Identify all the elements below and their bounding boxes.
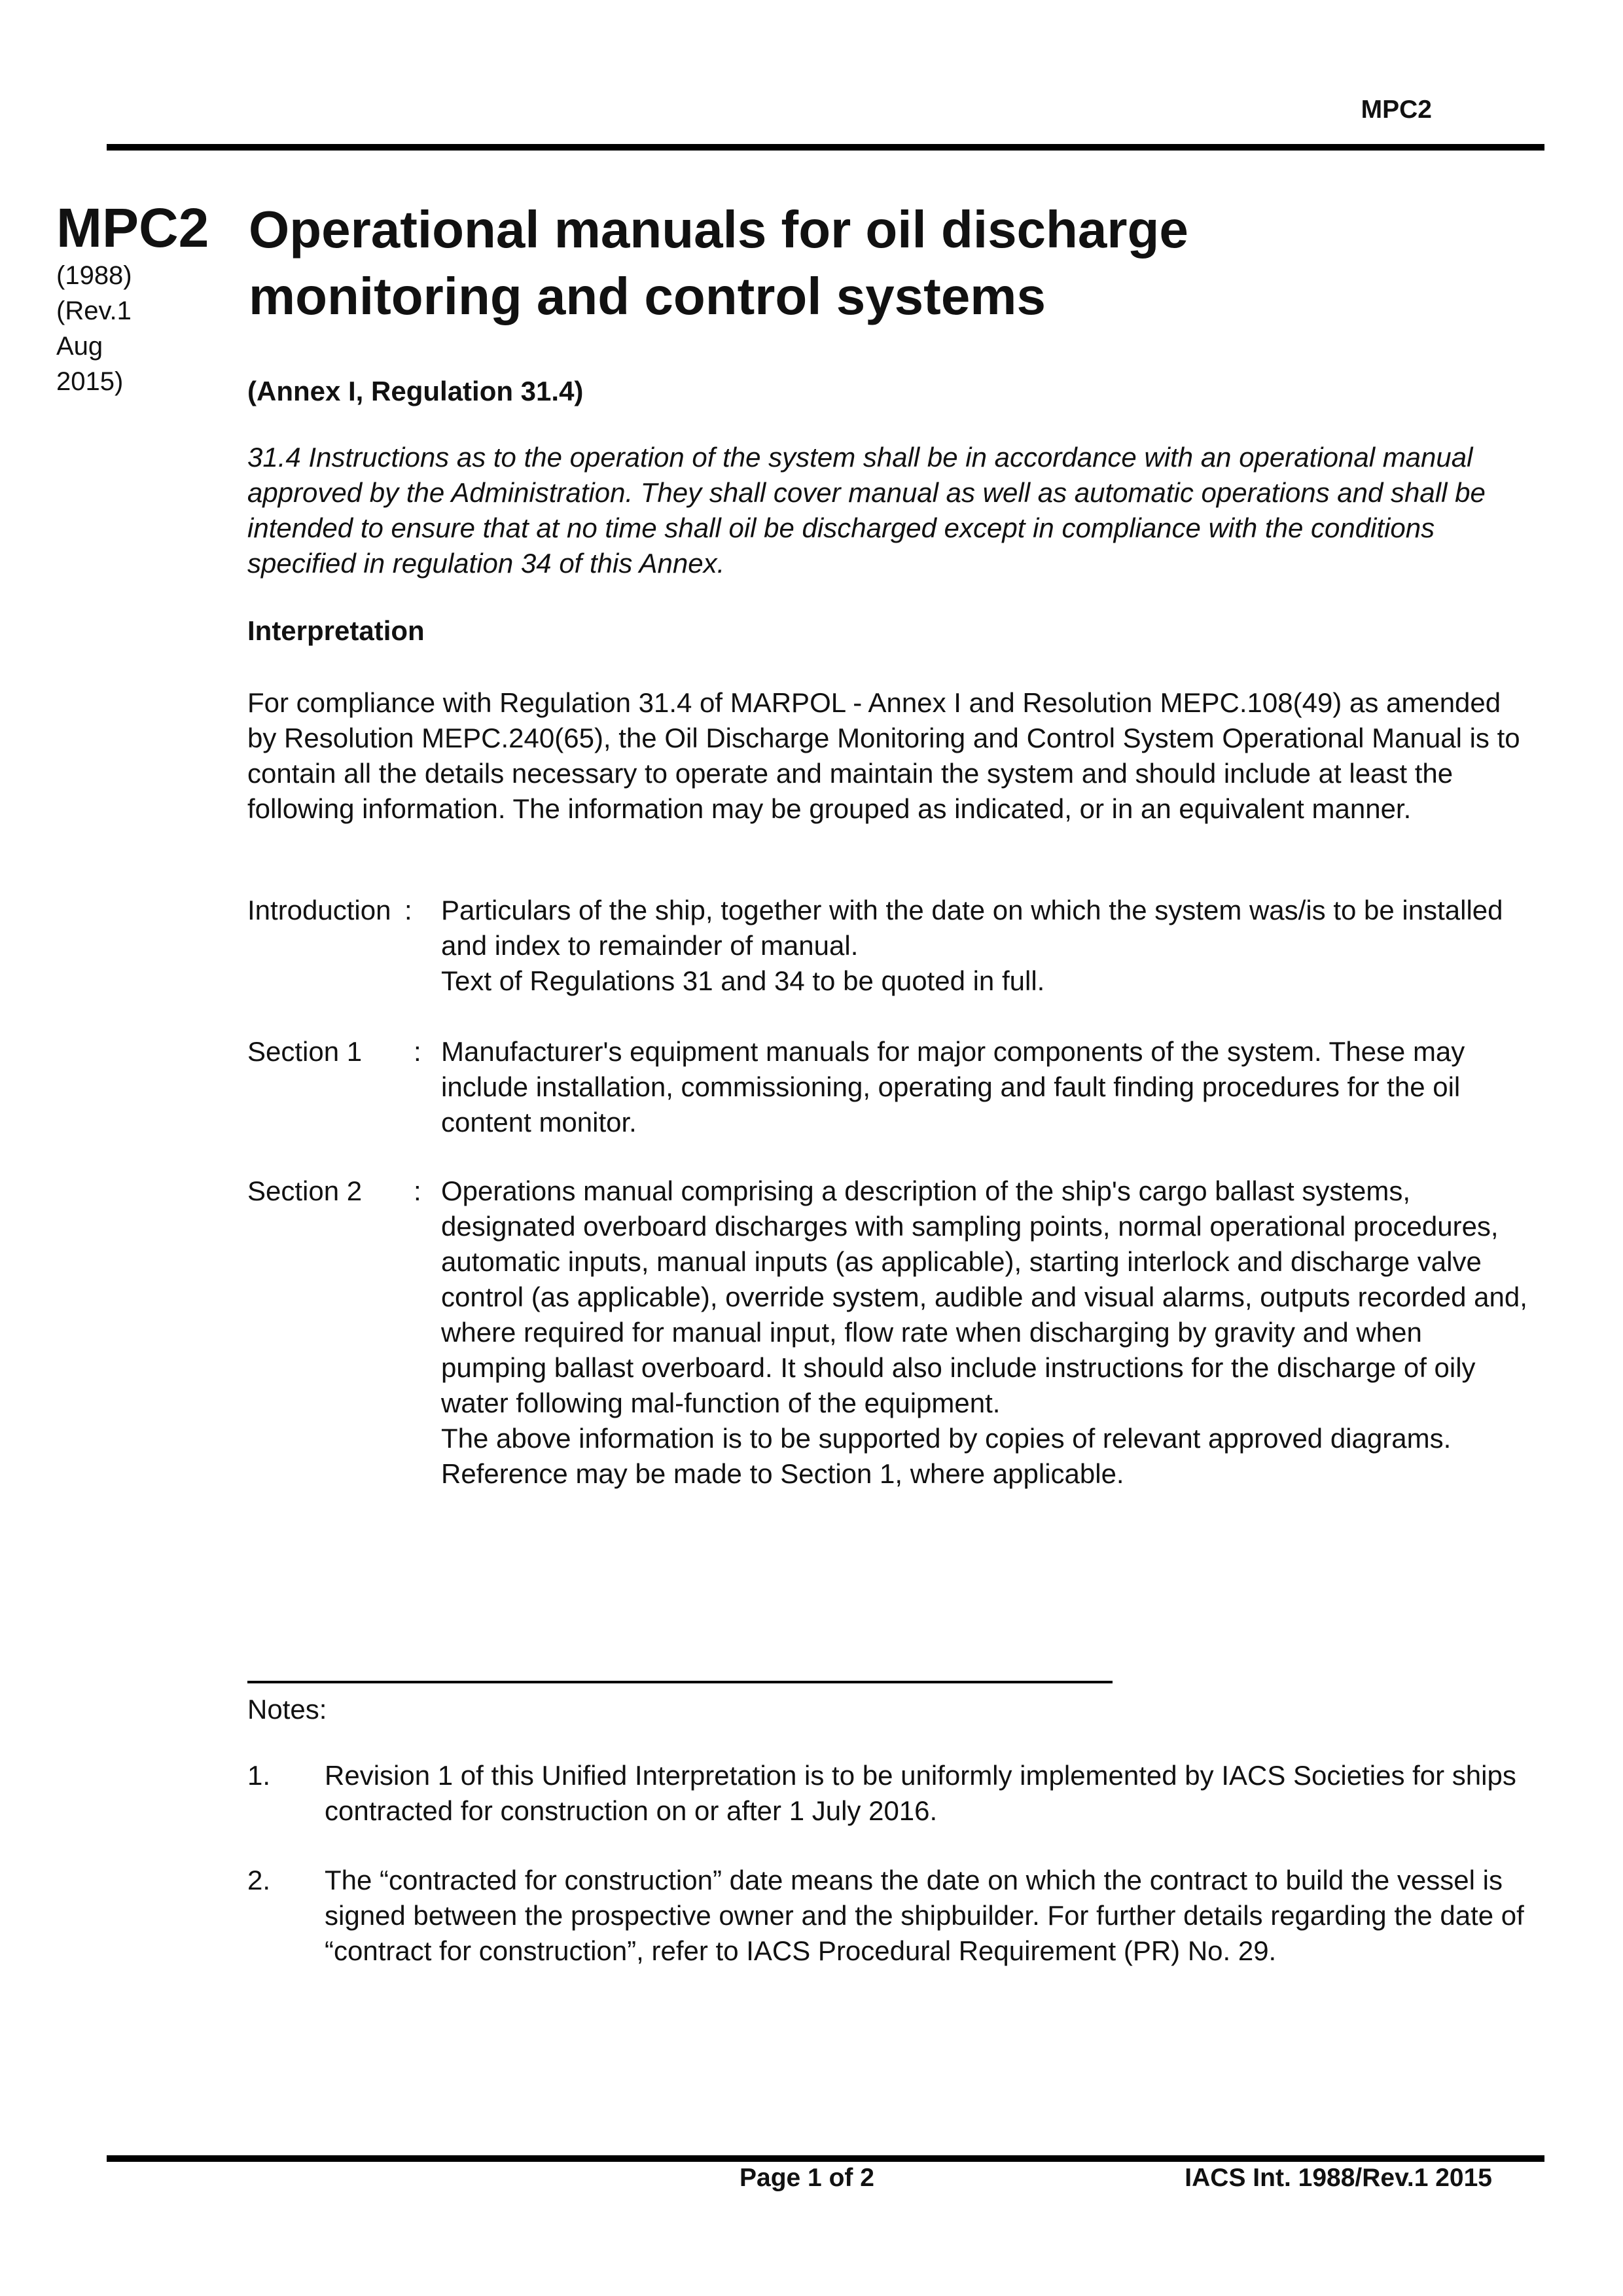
section-text: Manufacturer's equipment manuals for major components of the system. These may include installation, commissioning, operating and fault finding procedures for the oil content monitor. xyxy=(441,1036,1465,1138)
notes-heading: Notes: xyxy=(247,1694,327,1725)
title-line-2: monitoring and control systems xyxy=(249,267,1046,325)
note-number: 1. xyxy=(247,1760,271,1791)
header-rule xyxy=(107,144,1544,151)
interpretation-paragraph: For compliance with Regulation 31.4 of MARPOL - Annex I and Resolution MEPC.108(49) as amended by Resolution MEPC.240(65), the Oil Discharge Monitoring and Control System Operational Manual is to contain all the details necessary to operate and maintain the system and should include at least the following information. The information may be grouped as indicated, or in an equivalent manner. xyxy=(247,687,1520,824)
section-text: Text of Regulations 31 and 34 to be quoted in full. xyxy=(441,965,1045,996)
notes-divider xyxy=(247,1681,1113,1683)
note-text: The “contracted for construction” date means the date on which the contract to build the vessel is signed between the prospective owner and the shipbuilder. For further details regarding the date of “contract for construction”, refer to IACS Procedural Requirement (PR) No. 29. xyxy=(325,1865,1524,1966)
interpretation-heading: Interpretation xyxy=(247,615,425,646)
footer-rule xyxy=(107,2155,1544,2162)
regulation-quote: 31.4 Instructions as to the operation of the system shall be in accordance with an operational manual approved by the Administration. They shall cover manual as well as automatic operations and shall be intended to ensure that at no time shall oil be discharged except in compliance with the conditions specified in regulation 34 of this Annex. xyxy=(247,442,1486,579)
section-colon: : xyxy=(414,1175,421,1206)
page-number: Page 1 of 2 xyxy=(740,2164,874,2192)
section-text: Operations manual comprising a description of the ship's cargo ballast systems, designated overboard discharges with sampling points, normal operational procedures, automatic inputs, manual inputs (as applicable), starting interlock and discharge valve control (as applicable), override system, audible and visual alarms, outputs recorded and, where required for manual input, flow rate when discharging by gravity and when pumping ballast overboard. It should also include instructions for the discharge of oily water following mal-function of the equipment. xyxy=(441,1175,1527,1418)
note-number: 2. xyxy=(247,1865,271,1895)
section-text: The above information is to be supported by copies of relevant approved diagrams. xyxy=(441,1423,1452,1454)
sidebar-year: (1988) xyxy=(56,261,132,290)
section-colon: : xyxy=(414,1036,421,1067)
page-title xyxy=(249,196,1492,330)
section-colon: : xyxy=(404,895,412,925)
section-text: Reference may be made to Section 1, where applicable. xyxy=(441,1458,1124,1489)
section-label: Section 1 xyxy=(247,1036,363,1067)
sidebar-code: MPC2 xyxy=(56,197,209,259)
section-label: Section 2 xyxy=(247,1175,363,1206)
title-line-1: Operational manuals for oil discharge xyxy=(249,200,1188,259)
section-text: Particulars of the ship, together with the date on which the system was/is to be installed and index to remainder of manual. xyxy=(441,895,1503,961)
sidebar-month: Aug xyxy=(56,332,103,361)
document-reference: IACS Int. 1988/Rev.1 2015 xyxy=(1185,2164,1492,2192)
sidebar-rev: (Rev.1 xyxy=(56,296,132,325)
sidebar-revision-info xyxy=(56,258,132,399)
sidebar-rev-year: 2015) xyxy=(56,367,124,396)
section-label: Introduction xyxy=(247,895,391,925)
note-text: Revision 1 of this Unified Interpretation is to be uniformly implemented by IACS Societies for ships contracted for construction on or after 1 July 2016. xyxy=(325,1760,1516,1826)
header-code: MPC2 xyxy=(1361,96,1432,124)
annex-reference: (Annex I, Regulation 31.4) xyxy=(247,376,584,406)
